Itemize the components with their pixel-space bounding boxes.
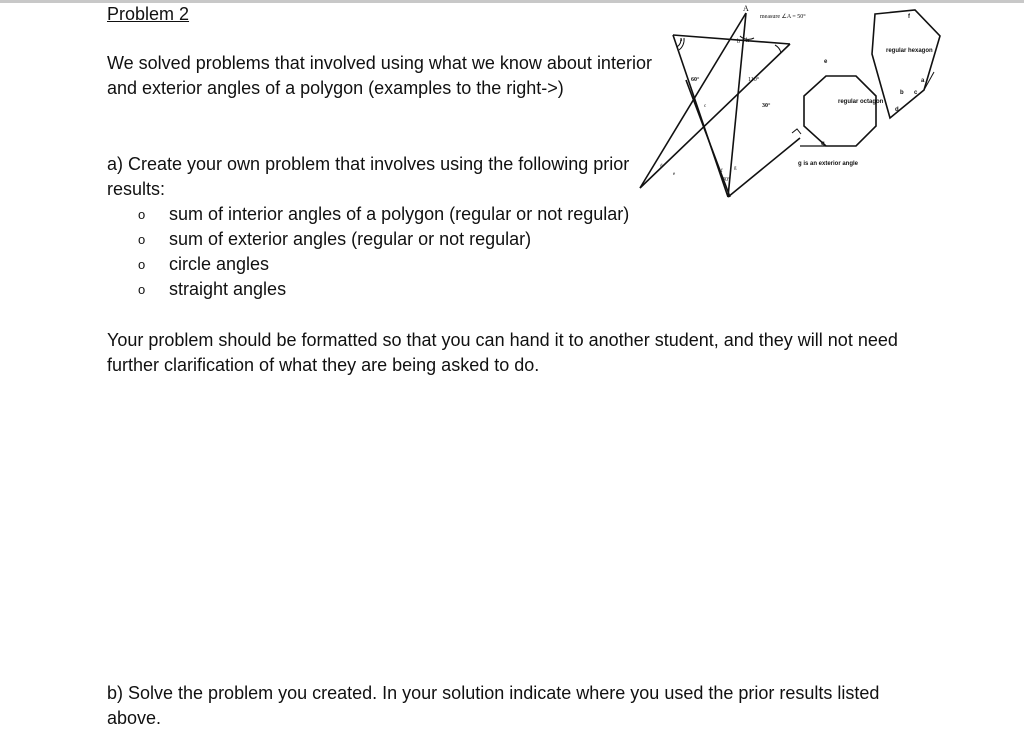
list-item-text: circle angles	[169, 254, 270, 274]
hexagon-label: regular hexagon	[886, 48, 933, 54]
star-line	[728, 138, 800, 197]
angle-label: a	[680, 38, 683, 43]
angle-label: d	[895, 107, 899, 113]
bullet-marker: o	[138, 257, 146, 272]
bullet-marker: o	[138, 232, 146, 247]
angle-label: e	[824, 59, 828, 65]
angle-label: 60°	[691, 77, 700, 83]
part-a-prompt: a) Create your own problem that involves using the following prior results:	[107, 154, 630, 199]
list-item-text: straight angles	[169, 279, 287, 299]
list-item-text: sum of interior angles of a polygon (regular or not regular)	[169, 204, 630, 224]
angle-label: d	[660, 164, 663, 169]
format-instructions: Your problem should be formatted so that you can hand it to another student, and they will not need further clarification of what they are being asked to do.	[107, 330, 898, 375]
angle-label: g	[734, 166, 737, 171]
octagon-label: regular octagon	[838, 99, 884, 105]
star-line	[673, 35, 728, 197]
problem-title: Problem 2	[107, 4, 190, 24]
angle-label: 40°	[722, 177, 731, 183]
angle-label: b	[900, 90, 904, 96]
angle-arc	[775, 45, 781, 53]
angle-label: h	[746, 38, 749, 44]
angle-label: c	[704, 104, 707, 109]
octagon-figure	[798, 59, 884, 167]
list-item-text: sum of exterior angles (regular or not regular)	[169, 229, 532, 249]
angle-label: g	[821, 141, 825, 147]
right-angle-mark	[792, 129, 801, 134]
part-b-prompt: b) Solve the problem you created. In your solution indicate where you used the prior results listed above.	[107, 683, 880, 728]
intro-paragraph: We solved problems that involved using what we know about interior and exterior angles of a polygon (examples to the right->)	[107, 53, 652, 98]
octagon-shape	[804, 76, 876, 146]
angle-label: f	[908, 14, 910, 20]
angle-label: b	[737, 39, 740, 45]
bullet-marker: o	[138, 282, 146, 297]
bullet-marker: o	[138, 207, 146, 222]
angle-label: e	[673, 172, 676, 177]
star-labels	[660, 4, 806, 183]
angle-label: 110°	[748, 77, 760, 83]
exterior-angle-note: g is an exterior angle	[798, 161, 859, 167]
angle-label: 30°	[762, 103, 771, 109]
angle-label: f	[721, 169, 723, 174]
angle-label: c	[914, 90, 918, 96]
angle-label: a	[921, 78, 925, 84]
vertex-label: A	[743, 4, 749, 13]
given-angle-note: measure ∠A = 50°	[760, 14, 806, 20]
